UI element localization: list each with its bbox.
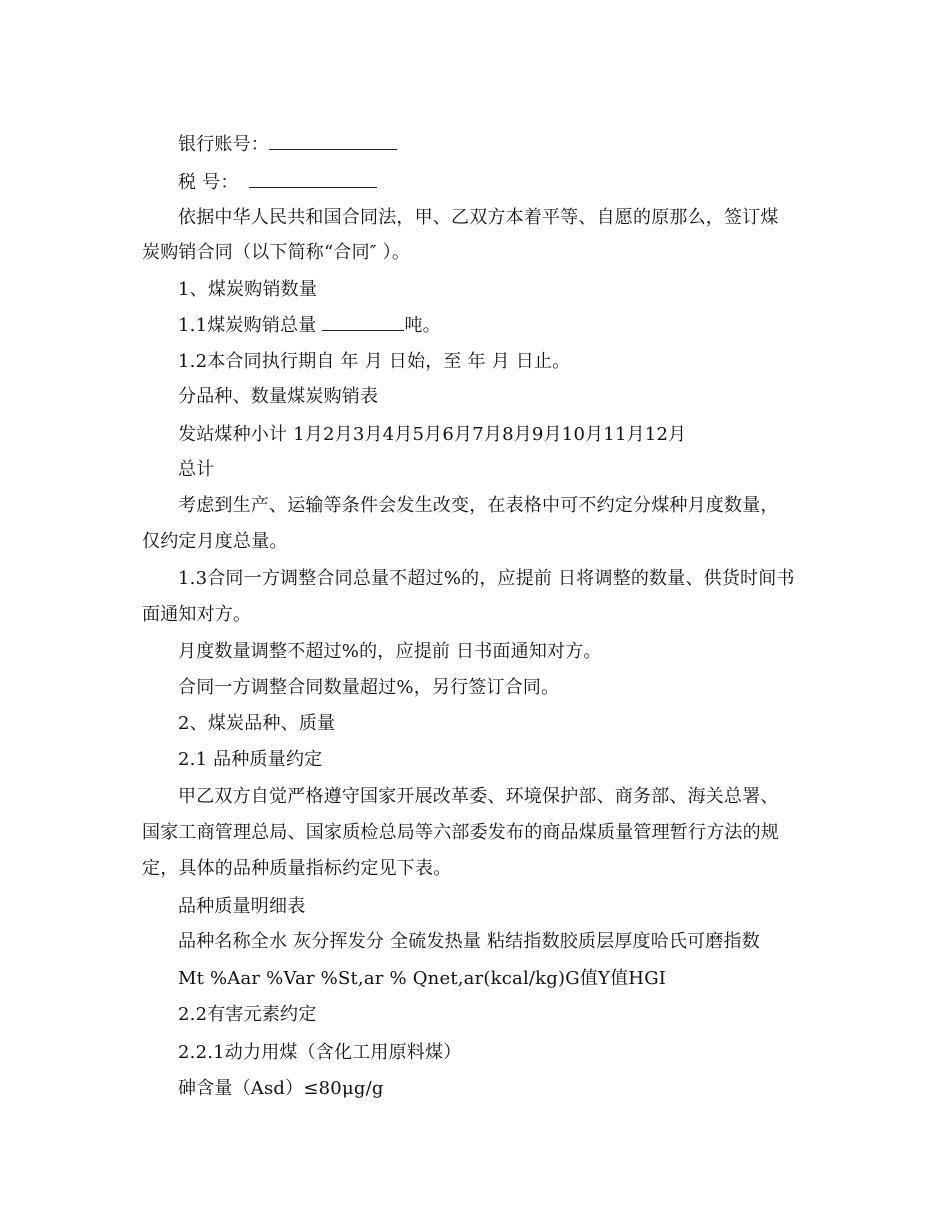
clause-1-1-prefix: 1.1煤炭购销总量 (178, 315, 317, 336)
total-quantity-blank (322, 316, 404, 331)
bank-account-blank (269, 135, 397, 150)
clause-2-1-line-1: 甲乙双方自觉严格遵守国家开展改革委、环境保护部、商务部、海关总署、 (178, 786, 779, 807)
tax-number-line (178, 171, 858, 195)
table-2-title: 品种质量明细表 (178, 896, 306, 917)
table-1-title: 分品种、数量煤炭购销表 (178, 386, 379, 407)
table-2-header-2: Mt %Aar %Var %St,ar % Qnet,ar(kcal/kg)G值Y值HGI (178, 968, 667, 989)
bank-account-line (178, 133, 858, 157)
table-2-header-1: 品种名称全水 灰分挥发分 全硫发热量 粘结指数胶质层厚度哈氏可磨指数 (178, 931, 760, 952)
clause-1-2: 1.2本合同执行期自 年 月 日始，至 年 月 日止。 (178, 351, 571, 372)
clause-2-1-line-2: 国家工商管理总局、国家质检总局等六部委发布的商品煤质量管理暂行方法的规 (142, 822, 779, 843)
clause-1-1 (178, 314, 858, 338)
clause-2-1-title: 2.1 品种质量约定 (178, 749, 323, 770)
clause-2-1-line-3: 定，具体的品种质量指标约定见下表。 (142, 858, 452, 879)
tax-number-blank (249, 173, 377, 188)
arsenic-limit: 砷含量（Asd）≤80μg/g (178, 1078, 384, 1099)
note-line-1: 考虑到生产、运输等条件会发生改变，在表格中可不约定分煤种月度数量， (178, 495, 779, 516)
monthly-adjust-clause: 月度数量调整不超过%的，应提前 日书面通知对方。 (178, 641, 602, 662)
note-line-2: 仅约定月度总量。 (142, 531, 288, 552)
clause-1-3-line-2: 面通知对方。 (142, 604, 252, 625)
section-1-title: 1、煤炭购销数量 (178, 279, 318, 300)
table-1-header: 发站煤种小计 1月2月3月4月5月6月7月8月9月10月11月12月 (178, 424, 687, 445)
clause-1-3-line-1: 1.3合同一方调整合同总量不超过%的，应提前 日将调整的数量、供货时间书 (178, 568, 795, 589)
intro-paragraph-line-2: 炭购销合同（以下简称“合同″ ）。 (142, 242, 411, 263)
tax-number-label: 税 号： (178, 172, 239, 193)
clause-2-2-title: 2.2有害元素约定 (178, 1004, 317, 1025)
clause-1-1-suffix: 吨。 (404, 315, 441, 336)
intro-paragraph-line-1: 依据中华人民共和国合同法，甲、乙双方本着平等、自愿的原那么，签订煤 (178, 207, 779, 228)
section-2-title: 2、煤炭品种、质量 (178, 713, 336, 734)
table-1-total: 总计 (178, 459, 215, 480)
over-adjust-clause: 合同一方调整合同数量超过%，另行签订合同。 (178, 677, 560, 698)
clause-2-2-1-title: 2.2.1动力用煤（含化工用原料煤） (178, 1042, 462, 1063)
bank-account-label: 银行账号： (178, 134, 269, 155)
